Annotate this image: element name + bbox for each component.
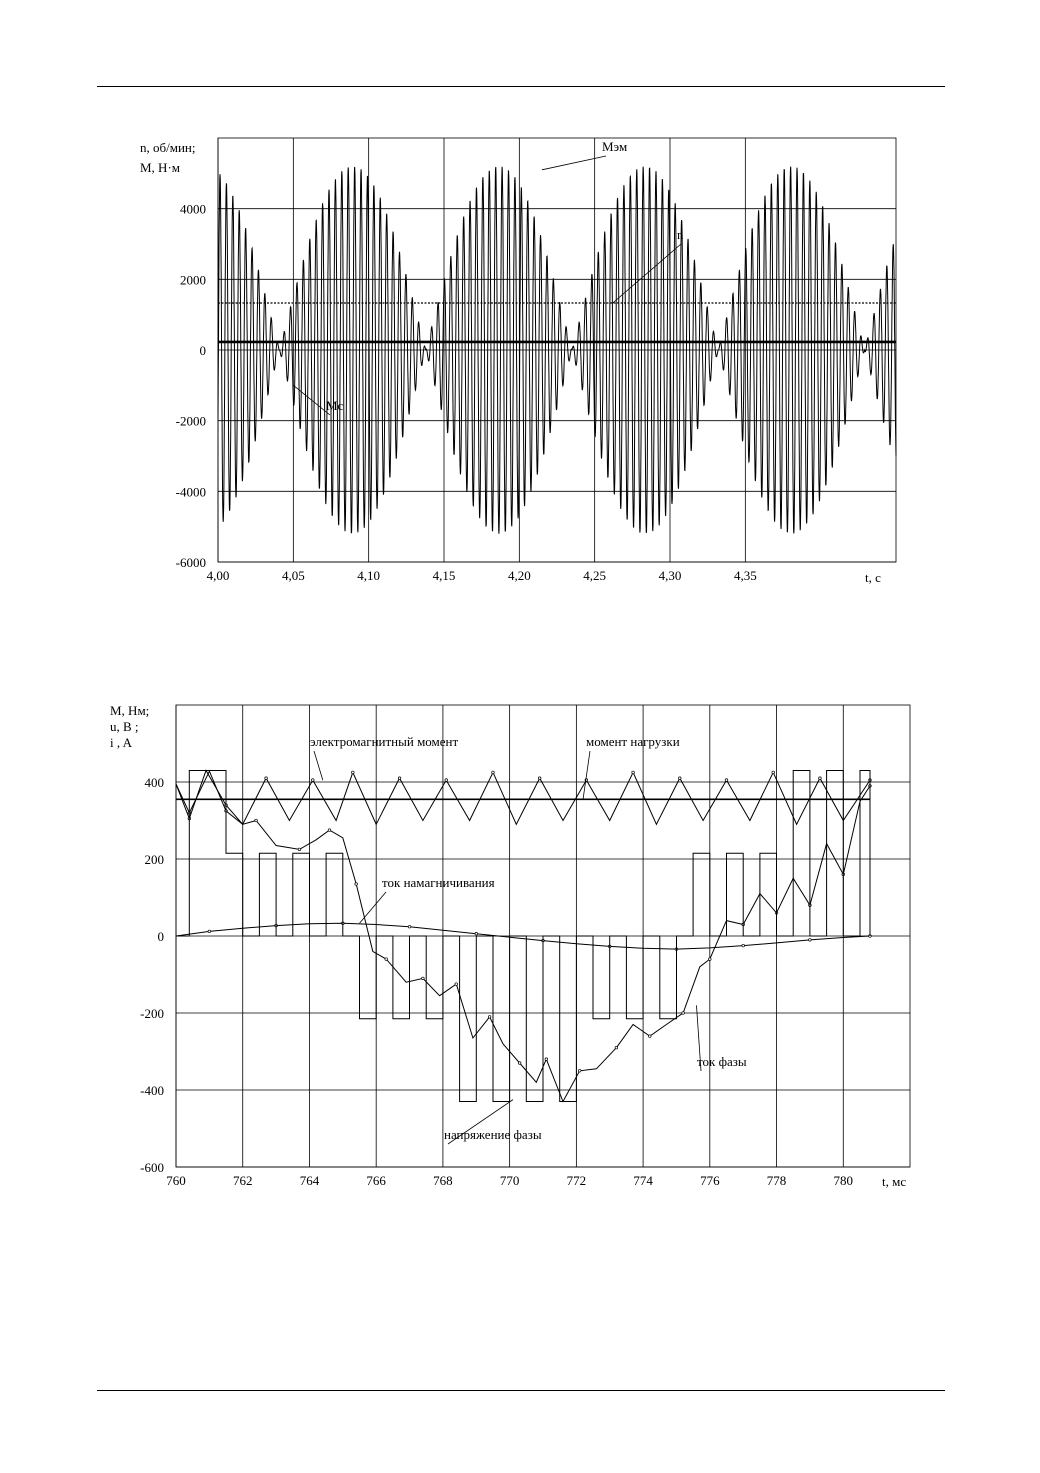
annotation-label: момент нагрузки: [586, 734, 680, 749]
y-tick-label: 4000: [180, 201, 206, 217]
y-axis-label: u, B ;: [110, 719, 139, 734]
series-point: [385, 958, 388, 961]
x-tick-label: 4,05: [281, 568, 305, 583]
series-point: [678, 777, 681, 780]
x-tick-label: 4,30: [658, 568, 682, 583]
annotation-label: n: [677, 227, 684, 242]
x-tick-label: 778: [766, 1173, 787, 1188]
y-tick-label: -200: [140, 1006, 164, 1021]
series-point: [208, 930, 211, 933]
annotation-leader: [583, 751, 590, 799]
series-point: [632, 771, 635, 774]
x-tick-label: 4,20: [507, 568, 531, 583]
y-tick-label: 0: [199, 343, 206, 358]
series-point: [682, 1012, 685, 1015]
chart-motor-quantities: [110, 703, 910, 1189]
y-axis-label: M, Нм;: [110, 703, 150, 718]
annotation-label: Mc: [326, 398, 344, 413]
x-tick-label: 772: [566, 1173, 587, 1188]
x-tick-label: 764: [299, 1173, 320, 1188]
series-point: [648, 1035, 651, 1038]
chart-speed-torque: [140, 138, 896, 585]
y-tick-label: -600: [140, 1160, 164, 1175]
series-point: [809, 939, 812, 942]
series-point: [355, 883, 358, 886]
series-point: [578, 1069, 581, 1072]
x-tick-label: 4,10: [357, 568, 381, 583]
series-point: [615, 1046, 618, 1049]
series-point: [398, 777, 401, 780]
y-tick-label: 2000: [180, 272, 206, 288]
series-point: [352, 771, 355, 774]
y-axis-label: n, об/мин;: [140, 140, 196, 155]
series-point: [488, 1016, 491, 1019]
series-point: [298, 848, 301, 851]
y-tick-label: -2000: [175, 413, 206, 429]
series-line-электромагнитный момент: [176, 771, 870, 824]
x-tick-label: 776: [700, 1173, 720, 1188]
x-tick-label: 760: [166, 1173, 186, 1188]
x-tick-label: 762: [232, 1173, 253, 1188]
series-point: [492, 771, 495, 774]
y-tick-label: 400: [144, 775, 164, 790]
x-tick-label: 774: [633, 1173, 653, 1188]
series-point: [328, 829, 331, 832]
x-tick-label: 766: [366, 1173, 386, 1188]
series-point: [772, 771, 775, 774]
series-point: [545, 1058, 548, 1061]
x-tick-label: 780: [833, 1173, 854, 1188]
annotation-leader: [542, 156, 606, 170]
y-tick-label: 0: [157, 929, 164, 944]
x-tick-label: 4,25: [583, 568, 607, 583]
x-tick-label: 768: [433, 1173, 453, 1188]
series-point: [725, 779, 728, 782]
x-tick-label: 4,35: [733, 568, 757, 583]
series-point: [455, 983, 458, 986]
x-tick-label: 770: [499, 1173, 520, 1188]
x-tick-label: 4,00: [206, 568, 230, 583]
y-axis-label: i , A: [110, 735, 133, 750]
series-point: [538, 777, 541, 780]
annotation-label: напряжение фазы: [444, 1127, 542, 1142]
annotation-leader: [314, 751, 323, 780]
series-point: [311, 779, 314, 782]
x-axis-label: t, с: [865, 570, 881, 585]
annotation-label: электромагнитный момент: [310, 734, 459, 749]
series-point: [742, 944, 745, 947]
series-point: [265, 777, 268, 780]
x-tick-label: 4,15: [432, 568, 456, 583]
series-point: [518, 1062, 521, 1065]
series-point: [475, 932, 478, 935]
series-point: [408, 925, 411, 928]
annotation-label: ток фазы: [697, 1054, 747, 1069]
annotation-label: Мэм: [602, 139, 628, 154]
y-tick-label: -4000: [175, 484, 206, 500]
series-point: [422, 977, 425, 980]
series-point: [445, 779, 448, 782]
y-tick-label: -400: [140, 1083, 164, 1098]
series-point: [255, 819, 258, 822]
y-axis-label: M, Н·м: [140, 160, 181, 175]
y-tick-label: -6000: [175, 555, 206, 570]
x-axis-label: t, мс: [882, 1174, 907, 1189]
annotation-label: ток намагничивания: [382, 875, 495, 890]
series-point: [819, 777, 822, 780]
y-tick-label: 200: [144, 852, 164, 867]
annotation-leader: [360, 892, 387, 923]
series-point: [709, 958, 712, 961]
